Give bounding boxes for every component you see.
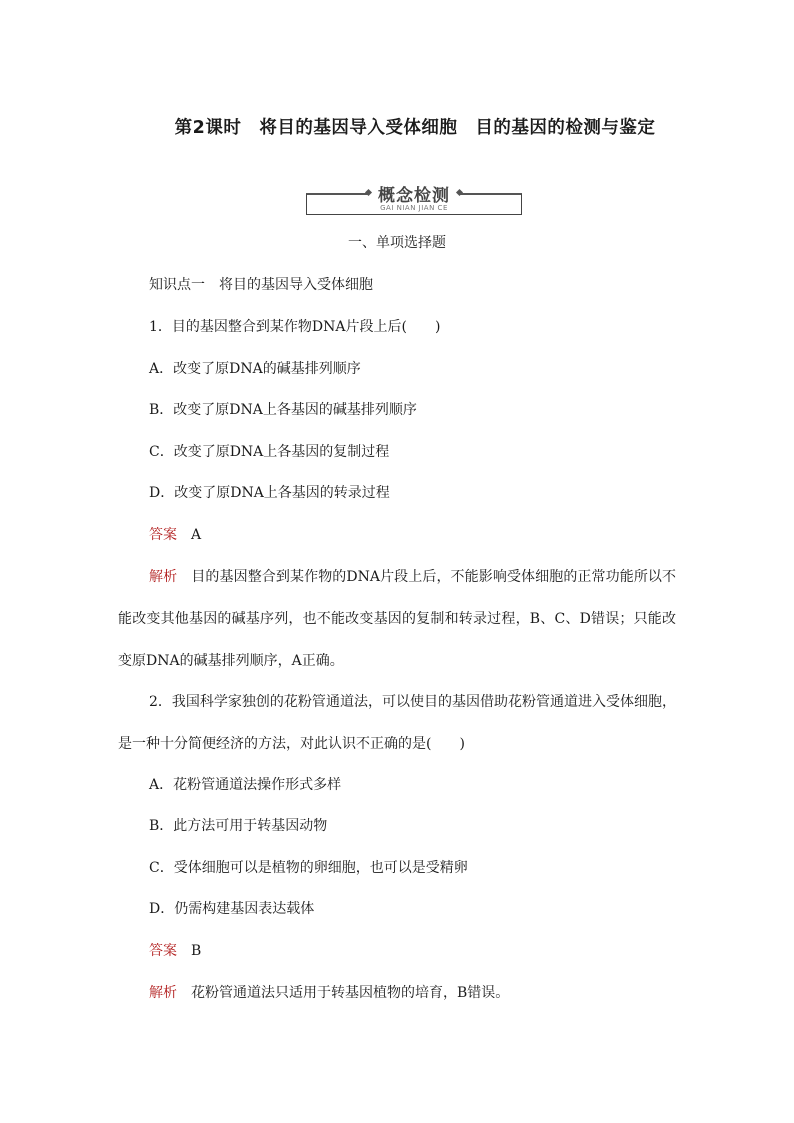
answer-label: 答案 xyxy=(149,943,177,959)
analysis-label: 解析 xyxy=(149,985,177,1001)
question-1-option-a: A．改变了原DNA的碱基排列顺序 xyxy=(149,361,361,377)
analysis-text: 花粉管通道法只适用于转基因植物的培育，B错误。 xyxy=(191,985,510,1001)
answer-value: A xyxy=(191,527,202,543)
question-2-analysis xyxy=(149,983,509,1003)
question-2-stem: 2．我国科学家独创的花粉管通道法，可以使目的基因借助花粉管通道进入受体细胞，是一种十分简便经济的方法，对此认识不正确的是( ) xyxy=(118,694,676,752)
lesson-title: 第2课时 将目的基因导入受体细胞 目的基因的检测与鉴定 xyxy=(174,118,656,138)
question-1-option-d: D．改变了原DNA上各基因的转录过程 xyxy=(149,485,390,501)
analysis-label: 解析 xyxy=(149,569,178,585)
banner-subtitle: GAI NIAN JIAN CE xyxy=(380,204,448,212)
question-1-stem: 1．目的基因整合到某作物DNA片段上后( ) xyxy=(149,319,441,335)
question-1-answer xyxy=(149,525,201,545)
question-2-option-a: A．花粉管通道法操作形式多样 xyxy=(149,777,342,793)
question-1-option-c: C．改变了原DNA上各基因的复制过程 xyxy=(149,444,390,460)
question-1-option-b: B．改变了原DNA上各基因的碱基排列顺序 xyxy=(149,402,417,418)
analysis-text: 目的基因整合到某作物的DNA片段上后，不能影响受体细胞的正常功能所以不能改变其他基因的碱基序列，也不能改变基因的复制和转录过程，B、C、D错误；只能改变原DNA的碱基排列顺序，A正确。 xyxy=(118,569,677,669)
section-banner xyxy=(306,182,522,216)
question-2-answer xyxy=(149,941,201,961)
question-2-option-d: D．仍需构建基因表达载体 xyxy=(149,901,315,917)
answer-value: B xyxy=(191,943,202,959)
banner-title: 概念检测 xyxy=(378,186,450,206)
question-2-option-b: B．此方法可用于转基因动物 xyxy=(149,818,328,834)
knowledge-point-heading: 知识点一 将目的基因导入受体细胞 xyxy=(149,277,373,293)
answer-label: 答案 xyxy=(149,527,177,543)
section-heading: 一、单项选择题 xyxy=(348,235,446,251)
question-1-analysis xyxy=(118,556,676,682)
question-2-option-c: C．受体细胞可以是植物的卵细胞，也可以是受精卵 xyxy=(149,860,468,876)
